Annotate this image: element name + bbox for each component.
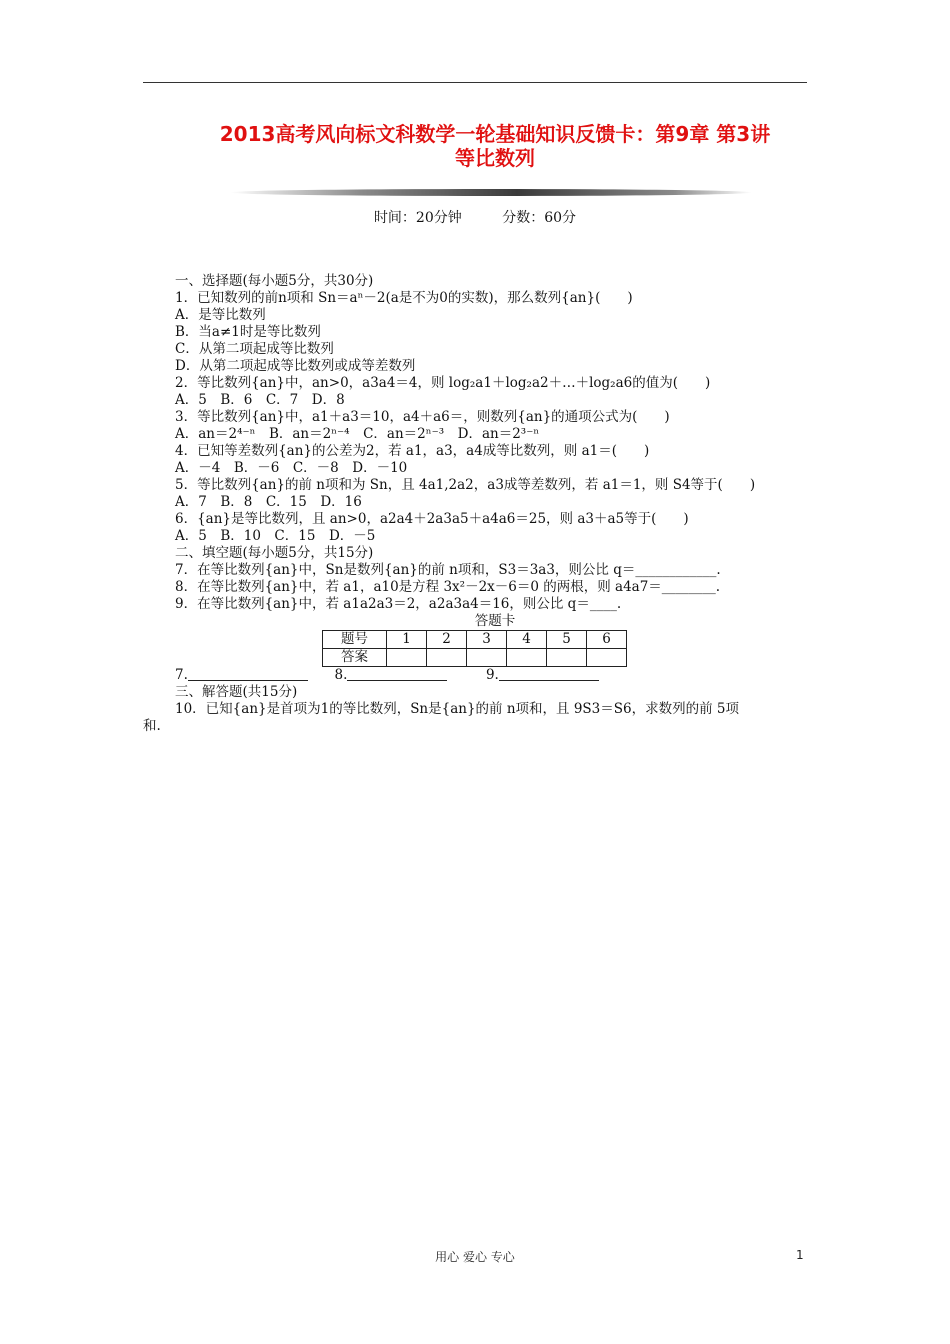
answer-card-number: 4 <box>507 631 547 649</box>
footer-text: 用心 爱心 专心 <box>435 1250 515 1264</box>
decorative-divider <box>230 189 752 196</box>
question-10: 10．已知{an}是首项为1的等比数列，Sn是{an}的前 n项和，且 9S3＝S6，求数列的前 5项 <box>175 701 739 717</box>
answer-cell[interactable] <box>547 649 587 667</box>
answer-card-number-row <box>323 631 627 649</box>
question-body <box>143 273 815 735</box>
answer-card-title: 答题卡 <box>474 613 516 629</box>
answer-card-number: 1 <box>387 631 427 649</box>
question-7: 7．在等比数列{an}中，Sn是数列{an}的前 n项和，S3＝3a3，则公比 q＝____________. <box>175 562 721 578</box>
question-3: 3．等比数列{an}中，a1＋a3＝10，a4＋a6＝，则数列{an}的通项公式为( ) <box>175 409 670 425</box>
total-score: 分数：60分 <box>502 210 577 226</box>
answer-cell[interactable] <box>427 649 467 667</box>
blank-8-line[interactable] <box>347 667 447 681</box>
q6-options: A．5 B．10 C．15 D．－5 <box>175 528 376 544</box>
answer-cell[interactable] <box>387 649 427 667</box>
question-8: 8．在等比数列{an}中，若 a1，a10是方程 3x²－2x－6＝0 的两根，则 a4a7＝________. <box>175 579 721 595</box>
answer-card-answer-row <box>323 649 627 667</box>
answer-card-number: 6 <box>587 631 627 649</box>
q1-option-b: B．当a≠1时是等比数列 <box>175 324 321 340</box>
answer-cell[interactable] <box>587 649 627 667</box>
section-3-heading: 三、解答题(共15分) <box>175 684 298 700</box>
answer-card-row-label: 题号 <box>323 631 387 649</box>
blank-9-line[interactable] <box>499 667 599 681</box>
answer-cell[interactable] <box>467 649 507 667</box>
q1-option-a: A．是等比数列 <box>175 307 266 323</box>
exam-meta <box>0 207 950 227</box>
section-2-heading: 二、填空题(每小题5分，共15分) <box>175 545 374 561</box>
question-2: 2．等比数列{an}中，an>0，a3a4＝4，则 log₂a1＋log₂a2＋…＋log₂a6的值为( ) <box>175 375 711 391</box>
q1-option-c: C．从第二项起成等比数列 <box>175 341 334 357</box>
q2-options: A．5 B．6 C．7 D．8 <box>175 392 345 408</box>
answer-card-row-label: 答案 <box>323 649 387 667</box>
blank-7-label: 7. <box>175 667 188 683</box>
blank-9-label: 9. <box>485 667 499 683</box>
answer-card-number: 3 <box>467 631 507 649</box>
answer-card-number: 2 <box>427 631 467 649</box>
blank-7-line[interactable] <box>188 667 308 681</box>
section-1-heading: 一、选择题(每小题5分，共30分) <box>175 273 374 289</box>
fill-blank-answers <box>175 667 815 684</box>
q3-options: A．an＝2⁴⁻ⁿ B．an＝2ⁿ⁻⁴ C．an＝2ⁿ⁻³ D．an＝2³⁻ⁿ <box>175 426 540 442</box>
title-line-1: 2013高考风向标文科数学一轮基础知识反馈卡：第9章 第3讲 <box>219 122 771 146</box>
header-rule <box>143 82 807 83</box>
answer-card-number: 5 <box>547 631 587 649</box>
question-6: 6．{an}是等比数列，且 an>0，a2a4＋2a3a5＋a4a6＝25，则 a3＋a5等于( ) <box>175 511 689 527</box>
time-limit: 时间：20分钟 <box>373 210 462 226</box>
question-5: 5．等比数列{an}的前 n项和为 Sn，且 4a1,2a2，a3成等差数列，若 a1＝1，则 S4等于( ) <box>175 477 756 493</box>
question-1: 1．已知数列的前n项和 Sn＝aⁿ－2(a是不为0的实数)，那么数列{an}( ) <box>175 290 633 306</box>
question-4: 4．已知等差数列{an}的公差为2，若 a1，a3，a4成等比数列，则 a1＝( ) <box>175 443 650 459</box>
q1-option-d: D．从第二项起成等比数列或成等差数列 <box>175 358 416 374</box>
question-9: 9．在等比数列{an}中，若 a1a2a3＝2，a2a3a4＝16，则公比 q＝____. <box>175 596 622 612</box>
blank-8-label: 8. <box>334 667 348 683</box>
answer-card-table <box>322 630 627 667</box>
title-line-2: 等比数列 <box>455 146 535 170</box>
question-10-continued: 和. <box>143 718 161 734</box>
answer-cell[interactable] <box>507 649 547 667</box>
q5-options: A．7 B．8 C．15 D．16 <box>175 494 362 510</box>
page-number: 1 <box>796 1248 804 1262</box>
page-title <box>175 122 815 170</box>
q4-options: A．－4 B．－6 C．－8 D．－10 <box>175 460 408 476</box>
